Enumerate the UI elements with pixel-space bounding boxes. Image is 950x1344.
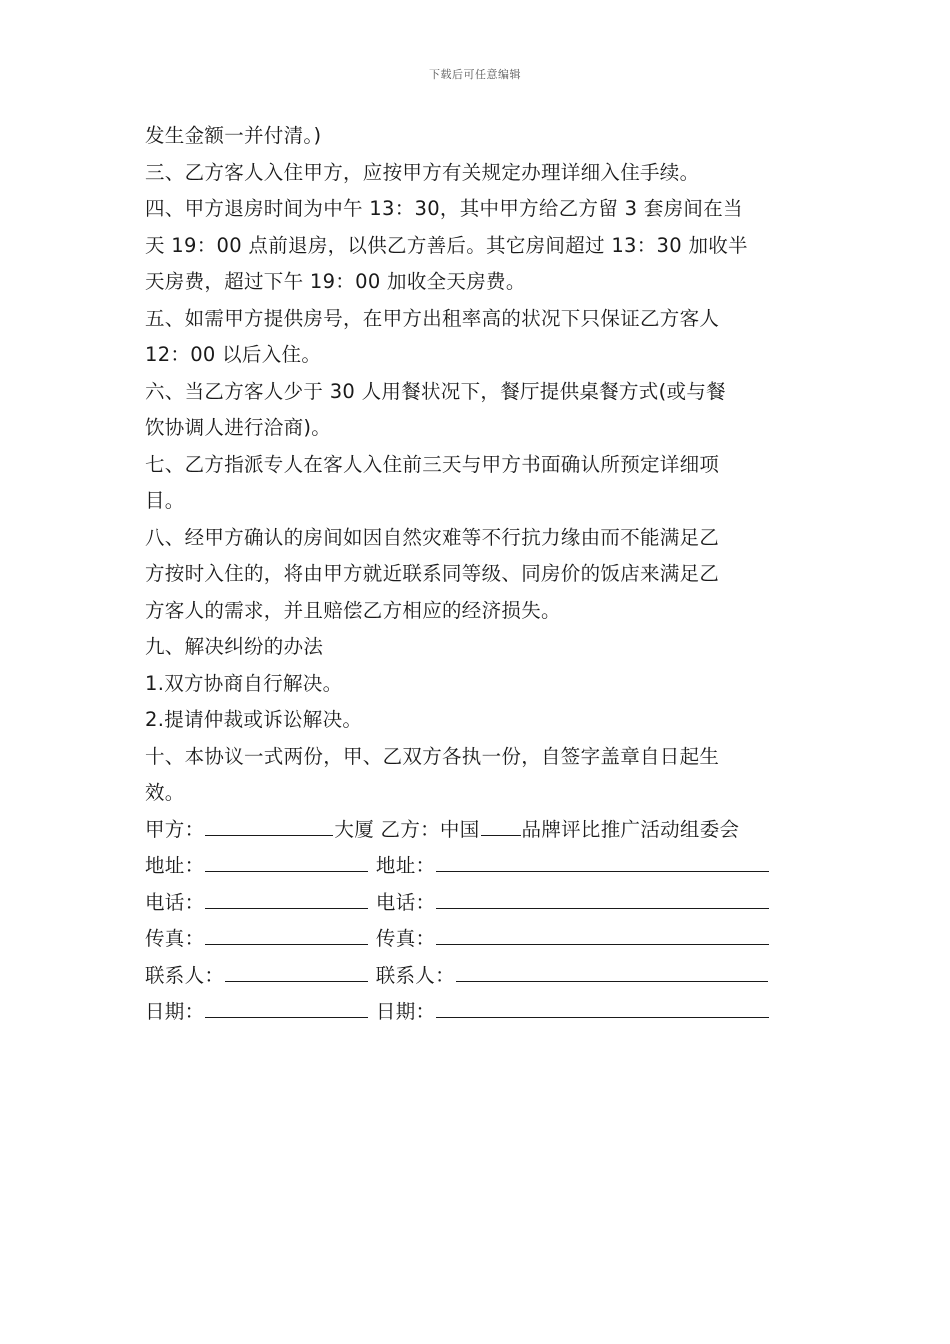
party-b-label: 乙方：中国 [380, 817, 480, 841]
paragraph-clause-9 [145, 629, 810, 666]
text-line: 效。 [145, 781, 185, 804]
page-header: 下载后可任意编辑 [429, 68, 521, 81]
text-line: 方按时入住的，将由甲方就近联系同等级、同房价的饭店来满足乙 [145, 562, 720, 585]
party-b-date-label: 日期： [375, 1000, 436, 1023]
text-line: 饮协调人进行洽商)。 [145, 416, 332, 439]
paragraph-payment-end [145, 118, 810, 155]
document-body [145, 118, 810, 1031]
text-line: 12：00 以后入住。 [145, 343, 322, 366]
party-a-address-field[interactable] [205, 849, 368, 872]
paragraph-clause-5 [145, 301, 810, 374]
party-b-contact-field[interactable] [456, 959, 768, 982]
signature-address-row [145, 848, 810, 885]
signature-date-row [145, 994, 810, 1031]
party-a-suffix: 大厦 [334, 817, 375, 841]
party-b-phone-field[interactable] [436, 886, 769, 909]
text-line: 1.双方协商自行解决。 [145, 671, 343, 695]
text-line: 方客人的需求，并且赔偿乙方相应的经济损失。 [145, 598, 561, 622]
party-b-name-field[interactable] [481, 813, 521, 836]
party-b-contact-label: 联系人： [375, 963, 455, 987]
signature-contact-row [145, 958, 810, 995]
party-b-address-field[interactable] [436, 849, 769, 872]
paragraph-clause-3 [145, 155, 810, 192]
party-a-contact-label: 联系人： [145, 963, 225, 987]
paragraph-clause-4 [145, 191, 810, 301]
text-line: 六、当乙方客人少于 30 人用餐状况下，餐厅提供桌餐方式(或与餐 [145, 379, 726, 403]
party-a-fax-label: 传真： [145, 927, 205, 950]
party-a-name-field[interactable] [205, 813, 333, 836]
party-a-contact-field[interactable] [225, 959, 368, 982]
signature-phone-row [145, 885, 810, 922]
text-line: 三、乙方客人入住甲方，应按甲方有关规定办理详细入住手续。 [145, 160, 700, 184]
party-b-date-field[interactable] [436, 995, 769, 1018]
paragraph-clause-10 [145, 739, 810, 812]
party-a-label: 甲方： [145, 817, 205, 841]
text-line: 2.提请仲裁或诉讼解决。 [145, 708, 363, 731]
party-a-date-field[interactable] [205, 995, 368, 1018]
paragraph-clause-6 [145, 374, 810, 447]
paragraph-clause-9-item-1 [145, 666, 810, 703]
paragraph-clause-7 [145, 447, 810, 520]
signature-parties-row [145, 812, 810, 849]
party-a-fax-field[interactable] [205, 922, 368, 945]
text-line: 七、乙方指派专人在客人入住前三天与甲方书面确认所预定详细项 [145, 452, 720, 476]
party-a-phone-label: 电话： [145, 890, 205, 914]
paragraph-clause-8 [145, 520, 810, 630]
party-b-phone-label: 电话： [375, 890, 436, 914]
party-b-suffix: 品牌评比推广活动组委会 [521, 817, 740, 841]
text-line: 天 19：00 点前退房，以供乙方善后。其它房间超过 13：30 加收半 [145, 233, 748, 257]
party-b-fax-label: 传真： [375, 927, 436, 950]
text-line: 九、解决纠纷的办法 [145, 635, 324, 658]
party-a-date-label: 日期： [145, 1000, 205, 1023]
text-line: 四、甲方退房时间为中午 13：30，其中甲方给乙方留 3 套房间在当 [145, 197, 743, 220]
party-b-fax-field[interactable] [436, 922, 769, 945]
text-line: 目。 [145, 489, 185, 512]
signature-fax-row [145, 921, 810, 958]
text-line: 十、本协议一式两份，甲、乙双方各执一份，自签字盖章自日起生 [145, 744, 720, 768]
text-line: 发生金额一并付清。) [145, 124, 322, 147]
paragraph-clause-9-item-2 [145, 702, 810, 739]
text-line: 天房费，超过下午 19：00 加收全天房费。 [145, 270, 526, 293]
party-a-address-label: 地址： [145, 854, 205, 877]
text-line: 五、如需甲方提供房号，在甲方出租率高的状况下只保证乙方客人 [145, 306, 720, 330]
text-line: 八、经甲方确认的房间如因自然灾难等不行抗力缘由而不能满足乙 [145, 525, 720, 549]
party-a-phone-field[interactable] [205, 886, 368, 909]
party-b-address-label: 地址： [375, 854, 436, 877]
